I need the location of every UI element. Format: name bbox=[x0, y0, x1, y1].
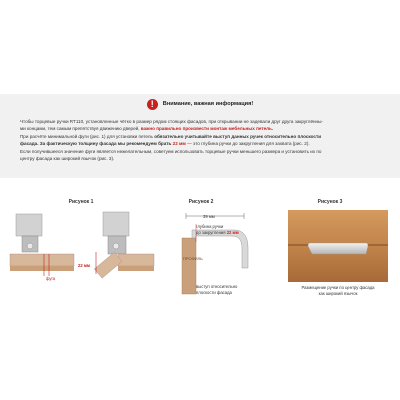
exclamation-icon: ! bbox=[147, 99, 158, 110]
figure-3-caption bbox=[288, 285, 388, 297]
protrusion-line-2: плоскости фасада bbox=[196, 290, 232, 295]
notice-text: Чтобы торцевые ручки RT110, установленные чётко в размер рядом стоящих фасадов, при открывании не задевали друг друга закруглённы- bbox=[20, 119, 323, 124]
depth-label-line-1: глубина ручки bbox=[196, 224, 224, 229]
notice-text: ми концами, тем самым препятствуя движению дверей, bbox=[20, 126, 141, 132]
fuga-label: фуга bbox=[46, 276, 56, 281]
notice-line-3 bbox=[20, 133, 382, 140]
dimension-22mm-label: 22 мм bbox=[78, 263, 91, 268]
notice-text: При расчёте минимальной фуги (рис. 1) для установки петель bbox=[20, 133, 155, 139]
notice-line-2 bbox=[20, 125, 382, 132]
depth-value: 22 мм bbox=[226, 230, 239, 235]
notice-text: Если получившееся значение фуги является нежелательным, советуем использовать торцевые ручки меньшего размера и установить их по bbox=[20, 148, 322, 154]
depth-label bbox=[196, 224, 239, 236]
protrusion-line-1: выступ относительно bbox=[196, 284, 238, 289]
notice-line-5 bbox=[20, 148, 382, 155]
figure-2-title: Рисунок 2 bbox=[188, 199, 214, 205]
notice-header bbox=[0, 97, 400, 111]
figure-3-caption-line-2: как широкий язычок bbox=[318, 291, 358, 296]
notice-title: Внимание, важная информация! bbox=[162, 101, 254, 107]
notice-highlight: важно правильно произвести монтаж мебельных петель. bbox=[140, 126, 274, 132]
hinge-closed-drawing bbox=[10, 214, 74, 276]
notice-body bbox=[20, 118, 382, 162]
notice-line-6 bbox=[20, 155, 382, 162]
notice-highlight: 22 мм bbox=[172, 141, 186, 147]
notice-line-1 bbox=[20, 118, 382, 125]
protrusion-label bbox=[196, 284, 237, 296]
hinge-open-drawing bbox=[94, 212, 154, 278]
notice-line-4 bbox=[20, 140, 382, 147]
notice-text: центру фасада как широкий язычок (рис. 3). bbox=[20, 156, 115, 162]
notice-bold: фасада. За фактическую толщину фасада мы рекомендуем брать bbox=[20, 141, 173, 147]
notice-bold: обязательно учитывайте выступ данных ручек относительно плоскости bbox=[154, 133, 322, 139]
figure-3-title: Рисунок 3 bbox=[317, 199, 343, 205]
width-39mm-label: 39 мм bbox=[203, 214, 215, 219]
depth-label-line-2 bbox=[196, 230, 239, 236]
figure-1-image bbox=[8, 210, 158, 280]
figure-1-title: Рисунок 1 bbox=[68, 199, 94, 205]
figure-3-image bbox=[288, 210, 388, 282]
depth-label-text: до закругления bbox=[196, 230, 226, 235]
notice-text: — это глубина ручки до закругления для захвата (рис. 2). bbox=[185, 141, 310, 147]
figure-3-caption-line-1: Размещение ручки по центру фасада bbox=[301, 285, 375, 290]
profile-label: ПРОФИЛЬ bbox=[183, 256, 203, 261]
